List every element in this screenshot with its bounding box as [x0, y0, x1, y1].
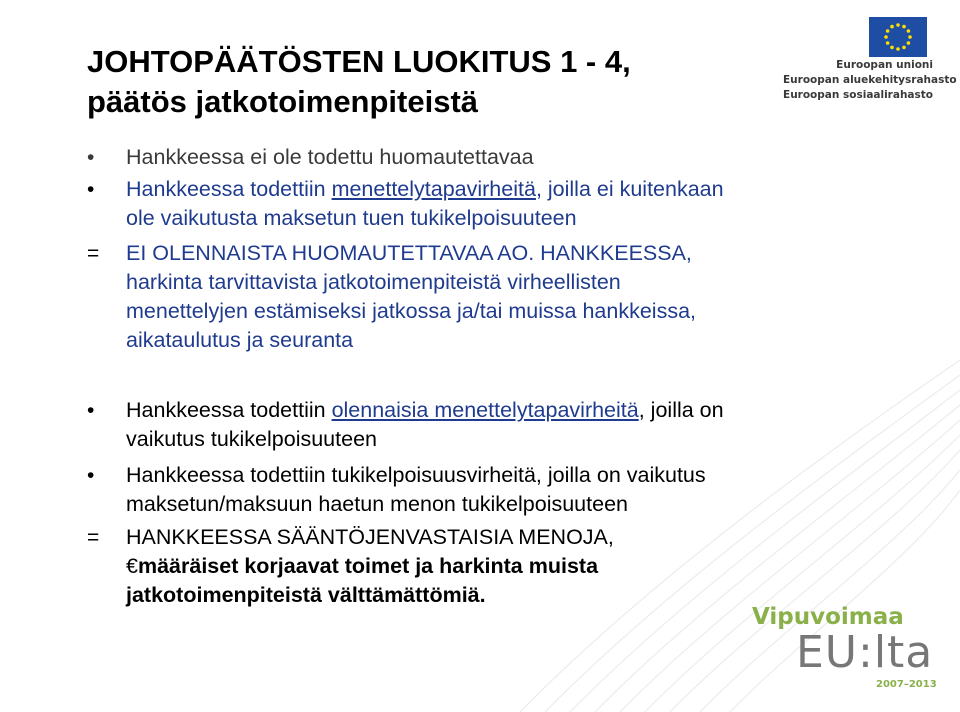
underlined-term: menettelytapavirheitä	[331, 177, 536, 201]
equals-marker: =	[87, 242, 100, 265]
bullet-marker: •	[87, 399, 95, 422]
list-item-text: Hankkeessa todettiin	[126, 398, 332, 422]
list-item-text: Hankkeessa todettiin	[126, 177, 332, 201]
equals-marker: =	[87, 526, 100, 549]
list-item-text: vaikutus tukikelpoisuuteen	[126, 427, 377, 451]
list-item-text: maksetun/maksuun haetun menon tukikelpoisuuteen	[126, 492, 628, 516]
list-item-text: menettelyjen estämiseksi jatkossa ja/tai muissa hankkeissa,	[126, 299, 697, 323]
list-item-text: EI OLENNAISTA HUOMAUTETTAVAA AO. HANKKEESSA,	[126, 241, 692, 265]
list-item-text: ole vaikutusta maksetun tuen tukikelpoisuuteen	[126, 206, 577, 230]
list-item-text: aikataulutus ja seuranta	[126, 328, 354, 352]
vipuvoimaa-logo-years: 2007–2013	[876, 679, 937, 690]
list-item-text: Hankkeessa ei ole todettu huomautettavaa	[126, 145, 534, 169]
list-item-text: , joilla on	[638, 398, 724, 422]
list-item-text: Hankkeessa todettiin tukikelpoisuusvirheitä, joilla on vaikutus	[126, 463, 706, 487]
eu-logo-line-1: Euroopan unioni	[836, 59, 933, 71]
vipuvoimaa-logo-eu: EU:lta	[796, 627, 934, 678]
list-item-text: HANKKEESSA SÄÄNTÖJENVASTAISIA MENOJA,	[126, 525, 614, 549]
vipuvoimaa-logo-title: Vipuvoimaa	[752, 604, 904, 630]
eu-logo-line-2: Euroopan aluekehitysrahasto	[783, 74, 957, 86]
bullet-marker: •	[87, 146, 95, 169]
bullet-marker: •	[87, 178, 95, 201]
eu-flag-icon	[869, 17, 927, 57]
page-title	[87, 42, 631, 122]
page-title-line-2: päätös jatkotoimenpiteistä	[87, 84, 479, 119]
list-item-text: määräiset korjaavat toimet ja harkinta muista	[137, 554, 599, 578]
eu-logo-text	[783, 58, 957, 103]
list-item-text: , joilla ei kuitenkaan	[535, 177, 724, 201]
list-item-text: harkinta tarvittavista jatkotoimenpiteistä virheellisten	[126, 270, 621, 294]
list-item-text: jatkotoimenpiteistä välttämättömiä.	[126, 583, 486, 607]
euro-symbol: €	[126, 554, 138, 578]
underlined-term: olennaisia menettelytapavirheitä	[331, 398, 639, 422]
page-title-line-1: JOHTOPÄÄTÖSTEN LUOKITUS 1 - 4,	[87, 44, 631, 79]
eu-logo-line-3: Euroopan sosiaalirahasto	[783, 89, 933, 101]
bullet-marker: •	[87, 464, 95, 487]
